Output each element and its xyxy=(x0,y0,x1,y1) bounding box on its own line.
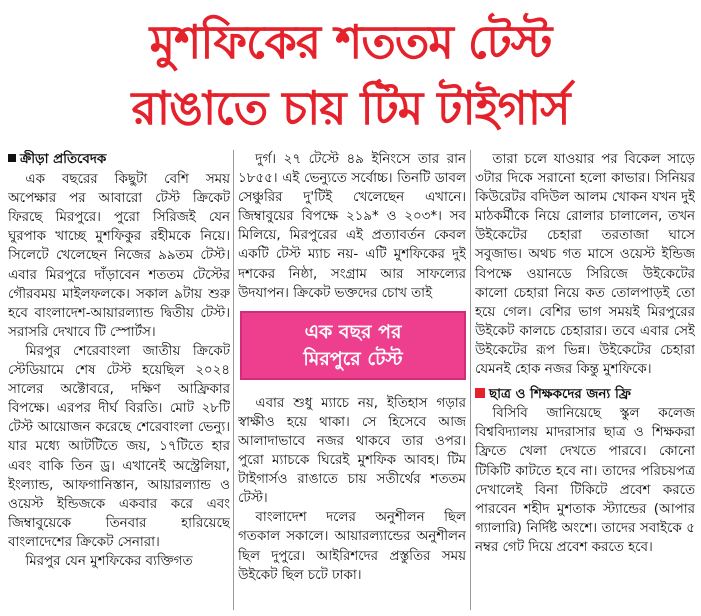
subheading-text: ছাত্র ও শিক্ষকদের জন্য ফ্রি xyxy=(489,387,631,403)
paragraph: দুর্গ। ২৭ টেস্টে ৪৯ ইনিংসে তার রান ১৮৫৫। এই ভেন্যুতে সর্বোচ্চ। তিনটি ডাবল সেঞ্চুরির দু'টিই খেলেছেন এখানে। জিম্বাবুয়ের বিপক্ষে ২১৯* ও ২০৩*। সব মিলিয়ে, মিরপুরের এই প্রত্যাবর্তন কেবল একটি টেস্ট ম্যাচ নয়- এটি মুশফিকের দুই দশকের নিষ্ঠা, সংগ্রাম আর সাফল্যের উদযাপন। ক্রিকেট ভক্তদের চোখ তাই xyxy=(238,152,466,301)
byline xyxy=(8,150,230,169)
column-divider-2 xyxy=(470,150,471,610)
subheading xyxy=(475,385,695,404)
paragraph: বিসিবি জানিয়েছে স্কুল কলেজ বিশ্ববিদ্যালয় মাদরাসার ছাত্র ও শিক্ষকরা ফ্রিতে খেলা দেখতে পারবে। কোনো টিকিটি কাটতে হবে না। তাদের পরিচয়পত্র দেখালেই বিনা টিকিটে প্রবেশ করতে পারবেন শহীদ মুশতাক স্ট্যান্ডের (আপার গ্যালারি) নির্দিষ্ট অংশে। তাদের সবাইকে ৫ নম্বর গেট দিয়ে প্রবেশ করতে হবে। xyxy=(475,406,695,555)
article-column-3 xyxy=(475,150,695,616)
column-divider-1 xyxy=(233,150,234,610)
paragraph: মিরপুর শেরেবাংলা জাতীয় ক্রিকেট স্টেডিয়ামে শেষ টেস্ট হয়েছিল ২০২৪ সালের অক্টোবরে, দক্ষিণ আফ্রিকার বিপক্ষে। এরপর দীর্ঘ বিরতি। মোট ২৮টি টেস্ট আয়োজন করেছে শেরেবাংলা ভেন্যু। যার মধ্যে আটটিতে জয়, ১৭টিতে হার এবং বাকি তিন ড্র। এখানেই অস্ট্রেলিয়া, ইংল্যান্ড, আফগানিস্তান, আয়ারল্যান্ড ও ওয়েস্ট ইন্ডিজকে একবার করে এবং জিম্বাবুয়েকে তিনবার হারিয়েছে বাংলাদেশের ক্রিকেট সেনারা। xyxy=(8,343,230,550)
pull-quote-callout xyxy=(240,311,466,380)
paragraph: তারা চলে যাওয়ার পর বিকেল সাড়ে ৩টার দিকে সরানো হলো কাভার। সিনিয়র কিউরেটর বদিউল আলম খোকন যখন দুই মাঠকর্মীকে নিয়ে রোলার চালালেন, তখন উইকেটের চেহারা তরতাজা ঘাসে সবুজাভ। অথচ গত মাসে ওয়েস্ট ইন্ডিজ বিপক্ষে ওয়ানডে সিরিজে উইকেটের কালো চেহারা নিয়ে কত তোলপাড়ই তো হয়ে গেল। বেশির ভাগ সময়ই মিরপুরের উইকেট কালচে চেহারার। তবে এবার সেই উইকেটের রূপ ভিন্ন। উইকেটের চেহারা যেমনই হোক নজর কিন্তু মুশফিকে। xyxy=(475,152,695,378)
paragraph: বাংলাদেশ দলের অনুশীলন ছিল গতকাল সকালে। আয়ারল্যান্ডের অনুশীলন ছিল দুপুরে। আইরিশদের প্রস্তুতির সময় উইকেট ছিল চটে ঢাকা। xyxy=(238,510,466,583)
article-column-1 xyxy=(8,150,230,616)
paragraph: এক বছরের কিছুটা বেশি সময় অপেক্ষার পর আবারো টেস্ট ক্রিকেট ফিরছে মিরপুরে। পুরো সিরিজই যেন ঘুরপাক খাচ্ছে মুশফিকুর রহীমকে নিয়ে। সিলেটে খেলেছেন নিজের ৯৯তম টেস্ট। এবার মিরপুরে দাঁড়াবেন শততম টেস্টের গৌরবময় মাইলফলকে। সকাল ৯টায় শুরু হবে বাংলাদেশ-আয়ারল্যান্ড দ্বিতীয় টেস্ট। সরাসরি দেখাবে টি স্পোর্টস। xyxy=(8,172,230,340)
callout-line-1: এক বছর পর xyxy=(304,320,402,343)
article-column-2 xyxy=(238,150,466,616)
red-square-icon xyxy=(475,388,485,398)
callout-line-2: মিরপুরে টেস্ট xyxy=(303,347,403,370)
byline-text: ক্রীড়া প্রতিবেদক xyxy=(20,152,107,167)
paragraph: এবার শুধু ম্যাচে নয়, ইতিহাস গড়ার স্বাক্ষীও হয়ে থাকা। সে হিসেবে আজ আলাদাভাবে নজর থাকবে তার ওপর। পুরো ম্যাচকে ঘিরেই মুশফিক আবহ। টিম টাইগার্সও রাঙাতে চায় সতীর্থের শততম টেস্ট। xyxy=(238,395,466,507)
paragraph: মিরপুর যেন মুশফিকের ব্যক্তিগত xyxy=(25,553,193,569)
square-bullet-icon xyxy=(8,154,16,162)
headline-line-2: রাঙাতে চায় টিম টাইগার্স xyxy=(131,81,570,135)
headline-line-1: মুশফিকের শততম টেস্ট xyxy=(149,15,552,69)
